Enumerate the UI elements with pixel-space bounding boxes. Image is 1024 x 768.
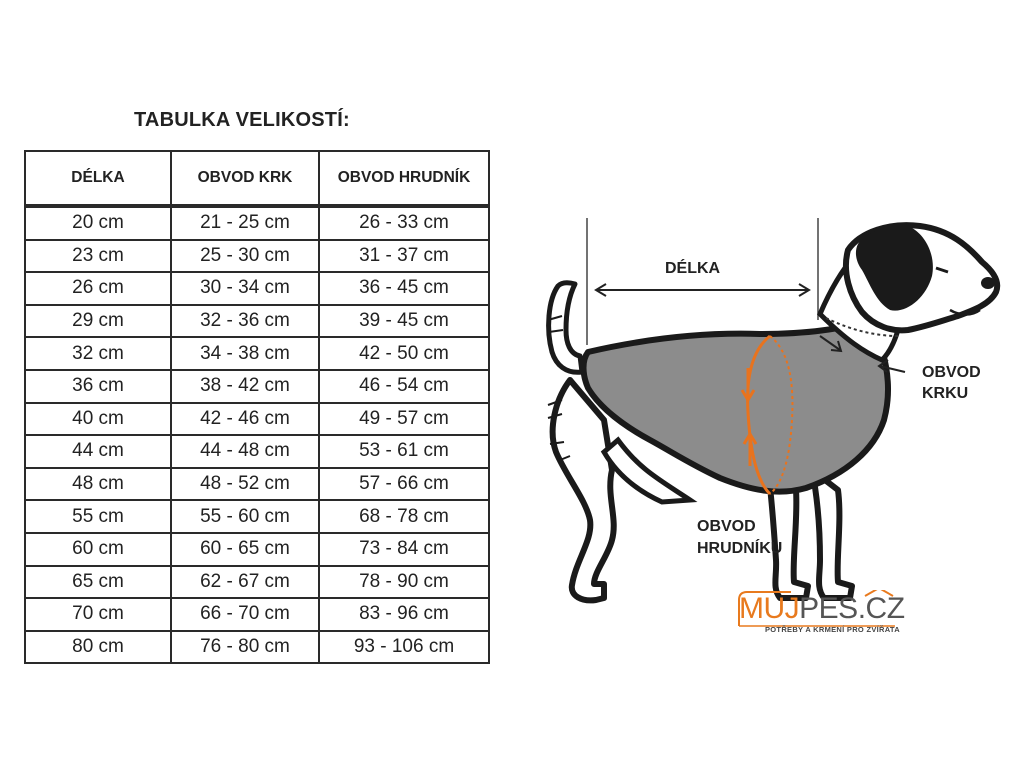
cell-chest: 68 - 78 cm <box>319 500 489 533</box>
cell-neck: 42 - 46 cm <box>171 403 319 436</box>
cell-length: 20 cm <box>25 206 171 240</box>
logo-tagline: POTŘEBY A KRMENÍ PRO ZVÍŘATA <box>765 625 900 634</box>
cell-chest: 46 - 54 cm <box>319 370 489 403</box>
cell-neck: 30 - 34 cm <box>171 272 319 305</box>
cell-length: 23 cm <box>25 240 171 273</box>
cell-length: 48 cm <box>25 468 171 501</box>
brand-logo <box>735 590 910 646</box>
cell-length: 26 cm <box>25 272 171 305</box>
cell-neck: 44 - 48 cm <box>171 435 319 468</box>
logo-part-1: MUJ <box>739 592 800 625</box>
cell-chest: 39 - 45 cm <box>319 305 489 338</box>
header-length: DÉLKA <box>25 151 171 206</box>
cell-length: 80 cm <box>25 631 171 664</box>
cell-neck: 25 - 30 cm <box>171 240 319 273</box>
header-chest: OBVOD HRUDNÍK <box>319 151 489 206</box>
chest-label-line1: OBVOD <box>697 518 756 535</box>
cell-length: 44 cm <box>25 435 171 468</box>
cell-chest: 42 - 50 cm <box>319 337 489 370</box>
cell-length: 36 cm <box>25 370 171 403</box>
cell-chest: 78 - 90 cm <box>319 566 489 599</box>
cell-neck: 60 - 65 cm <box>171 533 319 566</box>
cell-neck: 76 - 80 cm <box>171 631 319 664</box>
logo-part-3: .CZ <box>857 592 905 625</box>
cell-chest: 49 - 57 cm <box>319 403 489 436</box>
dog-hind-leg <box>553 380 614 600</box>
cell-length: 32 cm <box>25 337 171 370</box>
cell-chest: 57 - 66 cm <box>319 468 489 501</box>
cell-chest: 36 - 45 cm <box>319 272 489 305</box>
cell-neck: 66 - 70 cm <box>171 598 319 631</box>
dog-tail <box>549 283 582 373</box>
cell-length: 40 cm <box>25 403 171 436</box>
neck-label-line2: KRKU <box>922 385 969 402</box>
length-arrow <box>596 284 809 296</box>
length-label: DÉLKA <box>665 260 721 277</box>
table-title: TABULKA VELIKOSTÍ: <box>134 109 350 131</box>
cell-chest: 53 - 61 cm <box>319 435 489 468</box>
cell-length: 65 cm <box>25 566 171 599</box>
cell-length: 55 cm <box>25 500 171 533</box>
dog-nose <box>981 277 995 289</box>
chest-label-line2: HRUDNÍKU <box>697 540 783 557</box>
cell-chest: 83 - 96 cm <box>319 598 489 631</box>
header-neck: OBVOD KRK <box>171 151 319 206</box>
logo-wordmark <box>739 592 905 626</box>
cell-length: 29 cm <box>25 305 171 338</box>
dog-front-leg-2 <box>812 470 852 598</box>
cell-chest: 26 - 33 cm <box>319 206 489 240</box>
cell-neck: 34 - 38 cm <box>171 337 319 370</box>
cell-chest: 31 - 37 cm <box>319 240 489 273</box>
cell-length: 70 cm <box>25 598 171 631</box>
cell-chest: 73 - 84 cm <box>319 533 489 566</box>
cell-neck: 32 - 36 cm <box>171 305 319 338</box>
cell-neck: 21 - 25 cm <box>171 206 319 240</box>
logo-part-2: PES <box>799 592 858 625</box>
cell-chest: 93 - 106 cm <box>319 631 489 664</box>
cell-neck: 62 - 67 cm <box>171 566 319 599</box>
neck-label-line1: OBVOD <box>922 364 981 381</box>
cell-neck: 55 - 60 cm <box>171 500 319 533</box>
cell-length: 60 cm <box>25 533 171 566</box>
cell-neck: 38 - 42 cm <box>171 370 319 403</box>
cell-neck: 48 - 52 cm <box>171 468 319 501</box>
